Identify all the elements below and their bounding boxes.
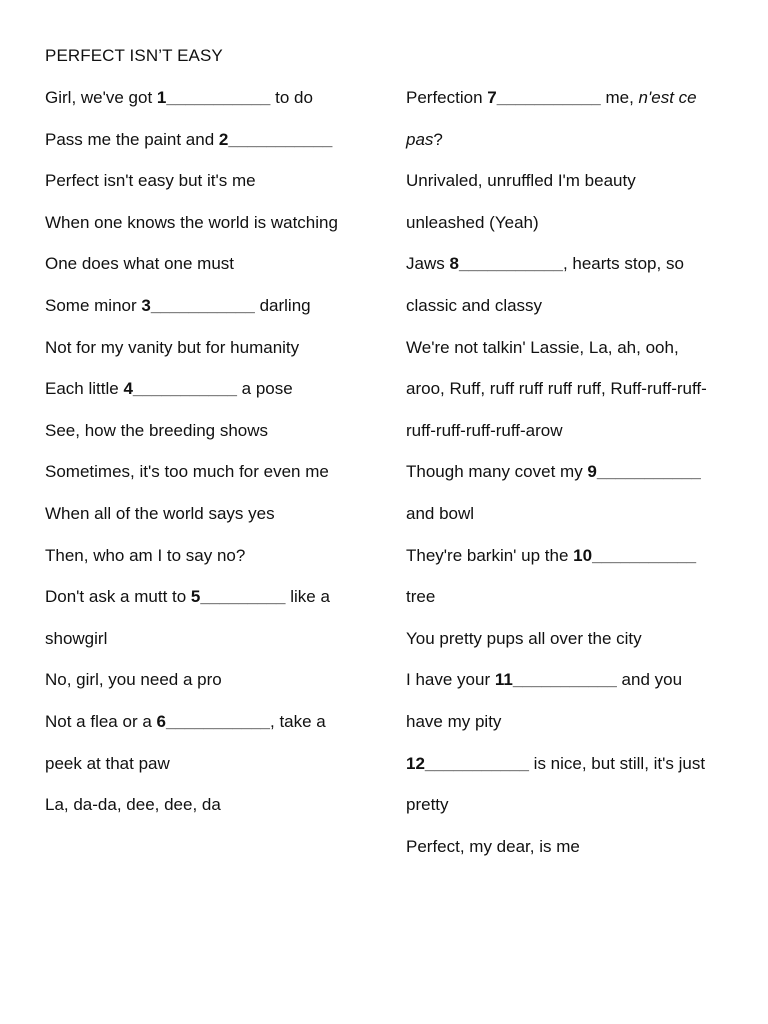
lyric-text: aroo, Ruff, ruff ruff ruff ruff, Ruff-ruff-ruff- — [406, 379, 707, 399]
lyric-text: peek at that paw — [45, 753, 170, 773]
lyric-text-italic: n'est ce — [638, 88, 697, 107]
lyric-text: Jaws — [406, 254, 450, 274]
blank-number: 6 — [156, 711, 166, 731]
lyric-line — [406, 130, 746, 172]
lyric-text: Not a flea or a — [45, 711, 157, 731]
blank-number: 2 — [218, 129, 229, 149]
lyric-line — [45, 88, 390, 130]
lyric-line — [406, 504, 746, 546]
lyric-line — [45, 754, 390, 796]
lyric-line — [406, 837, 746, 879]
lyric-line — [406, 254, 746, 296]
fill-in-blank[interactable]: ___________ — [424, 753, 529, 773]
blank-number: 8 — [449, 254, 459, 274]
lyric-text: Unrivaled, unruffled I'm beauty — [406, 171, 636, 191]
fill-in-blank[interactable]: ___________ — [596, 462, 701, 482]
lyric-line — [406, 629, 746, 671]
lyric-text: Sometimes, it's too much for even me — [45, 462, 329, 482]
lyric-text-italic: pas — [406, 129, 434, 149]
fill-in-blank[interactable]: ___________ — [458, 254, 563, 274]
lyric-line — [45, 213, 390, 255]
lyric-text: When one knows the world is watching — [45, 212, 338, 232]
lyric-line — [406, 462, 746, 504]
blank-number: 7 — [487, 88, 497, 107]
lyric-line — [45, 629, 390, 671]
lyric-text: Girl, we've got — [45, 88, 157, 107]
lyric-line — [45, 546, 390, 588]
lyric-line — [406, 754, 746, 796]
blank-number: 9 — [587, 462, 597, 482]
fill-in-blank[interactable]: ___________ — [512, 670, 617, 690]
lyric-line — [45, 338, 390, 380]
lyric-text: When all of the world says yes — [45, 503, 275, 523]
lyric-line — [406, 88, 746, 130]
lyric-text: classic and classy — [406, 295, 543, 315]
lyrics-column-right — [406, 88, 746, 878]
lyric-line — [45, 587, 390, 629]
lyric-text: Each little — [45, 379, 124, 399]
fill-in-blank[interactable]: ___________ — [166, 88, 271, 107]
lyric-line — [45, 795, 390, 837]
lyric-line — [406, 587, 746, 629]
lyric-text: La, da-da, dee, dee, da — [45, 795, 221, 815]
lyric-text: I have your — [406, 670, 495, 690]
lyric-text: me, — [600, 88, 639, 107]
blank-number: 11 — [494, 670, 513, 690]
lyric-line — [45, 421, 390, 463]
lyric-text: , hearts stop, so — [562, 254, 684, 274]
lyric-text: Don't ask a mutt to — [45, 587, 191, 607]
fill-in-blank[interactable]: ___________ — [165, 711, 270, 731]
lyric-text: Though many covet my — [406, 462, 588, 482]
lyric-text: to do — [270, 88, 313, 107]
lyric-text: Pass me the paint and — [45, 129, 219, 149]
blank-number: 4 — [123, 379, 133, 399]
lyric-text: Perfect, my dear, is me — [406, 836, 580, 856]
fill-in-blank[interactable]: ___________ — [496, 88, 601, 107]
lyric-text: No, girl, you need a pro — [45, 670, 222, 690]
lyric-line — [406, 670, 746, 712]
lyric-text: tree — [406, 587, 436, 607]
lyric-text: ruff-ruff-ruff-ruff-arow — [406, 420, 563, 440]
lyric-text: Then, who am I to say no? — [45, 545, 246, 565]
lyric-line — [406, 546, 746, 588]
lyric-text: They're barkin' up the — [406, 545, 574, 565]
lyric-text: showgirl — [45, 628, 108, 648]
lyrics-column-left — [45, 88, 390, 837]
lyric-text: See, how the breeding shows — [45, 420, 269, 440]
lyric-text: like a — [285, 587, 330, 607]
lyric-text: pretty — [406, 795, 449, 815]
blank-number: 12 — [406, 753, 425, 773]
fill-in-blank[interactable]: ___________ — [150, 295, 255, 315]
lyric-line — [406, 421, 746, 463]
lyric-text: Perfection — [406, 88, 488, 107]
lyric-line — [45, 462, 390, 504]
lyric-text: a pose — [236, 379, 293, 399]
lyric-text: Not for my vanity but for humanity — [45, 337, 300, 357]
lyric-text: Some minor — [45, 295, 142, 315]
lyric-line — [406, 795, 746, 837]
lyric-line — [45, 171, 390, 213]
lyric-text: One does what one must — [45, 254, 235, 274]
worksheet-title: PERFECT ISN’T EASY — [45, 46, 223, 65]
blank-number: 10 — [573, 545, 593, 565]
lyric-text: is nice, but still, it's just — [528, 753, 706, 773]
lyric-line — [406, 338, 746, 380]
lyric-line — [406, 296, 746, 338]
lyric-text: Perfect isn't easy but it's me — [45, 171, 256, 191]
lyric-line — [406, 712, 746, 754]
lyric-text: and bowl — [406, 503, 475, 523]
lyric-line — [45, 712, 390, 754]
blank-number: 1 — [156, 88, 167, 107]
fill-in-blank[interactable]: _________ — [200, 587, 286, 607]
lyric-text: , take a — [270, 711, 326, 731]
fill-in-blank[interactable]: ___________ — [592, 545, 697, 565]
lyric-line — [45, 504, 390, 546]
lyric-line — [45, 296, 390, 338]
fill-in-blank[interactable]: ___________ — [228, 129, 333, 149]
lyric-line — [406, 379, 746, 421]
lyric-line — [45, 254, 390, 296]
lyric-line — [45, 670, 390, 712]
lyric-line — [406, 171, 746, 213]
lyric-line — [45, 379, 390, 421]
lyric-text: darling — [254, 295, 311, 315]
lyric-text: and you — [616, 670, 683, 690]
blank-number: 5 — [190, 587, 201, 607]
lyric-line — [45, 130, 390, 172]
lyric-text: We're not talkin' Lassie, La, ah, ooh, — [406, 337, 679, 357]
lyric-line — [406, 213, 746, 255]
fill-in-blank[interactable]: ___________ — [132, 379, 237, 399]
blank-number: 3 — [141, 295, 151, 315]
lyric-text: You pretty pups all over the city — [406, 628, 642, 648]
lyric-text: unleashed (Yeah) — [406, 212, 539, 232]
lyric-text: have my pity — [406, 711, 502, 731]
lyric-text: ? — [433, 129, 443, 149]
